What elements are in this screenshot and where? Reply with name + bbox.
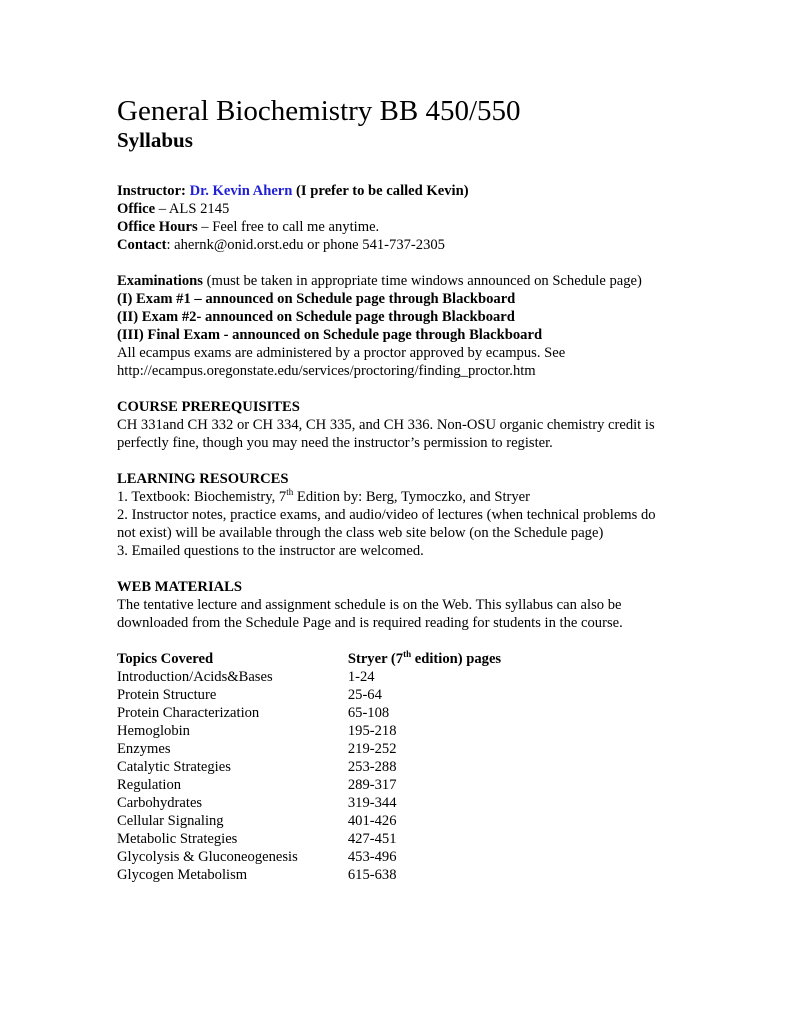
office-line (117, 200, 677, 218)
pages-header-post: edition) pages (411, 651, 502, 667)
contact-line (117, 236, 677, 254)
topic-cell: Hemoglobin (117, 723, 190, 739)
pages-cell: 1-24 (347, 669, 375, 685)
topics-header-row (117, 650, 517, 668)
topic-cell: Metabolic Strategies (117, 831, 238, 847)
prerequisites-heading: COURSE PREREQUISITES (117, 399, 300, 415)
proctor-text: All ecampus exams are administered by a proctor approved by ecampus. See (117, 345, 566, 361)
topic-cell: Introduction/Acids&Bases (117, 669, 273, 685)
topic-cell: Protein Characterization (117, 705, 260, 721)
table-row (117, 812, 517, 830)
pages-header-sup: th (403, 649, 412, 660)
contact-value: : ahernk@onid.orst.edu or phone 541-737-2305 (166, 237, 445, 253)
table-row (117, 794, 517, 812)
resource-item-textbook (117, 488, 677, 506)
topic-cell: Glycolysis & Gluconeogenesis (117, 849, 298, 865)
examinations-heading: Examinations (117, 273, 203, 289)
instructor-note: (I prefer to be called Kevin) (292, 183, 469, 199)
resource-item-questions: 3. Emailed questions to the instructor are welcomed. (117, 543, 424, 559)
instructor-label: Instructor: (117, 183, 190, 199)
office-hours-value: – Feel free to call me anytime. (197, 219, 380, 235)
table-row (117, 722, 517, 740)
office-hours-line (117, 218, 677, 236)
pages-cell: 289-317 (347, 777, 397, 793)
resources-heading: LEARNING RESOURCES (117, 471, 289, 487)
topics-table (117, 650, 517, 884)
page-subtitle: Syllabus (117, 128, 193, 152)
pages-cell: 219-252 (347, 741, 397, 757)
exam-item: (III) Final Exam - announced on Schedule page through Blackboard (117, 327, 543, 343)
textbook-authors: Edition by: Berg, Tymoczko, and Stryer (293, 489, 531, 505)
pages-col-header (348, 650, 517, 668)
office-label: Office (117, 201, 156, 217)
instructor-name-link[interactable]: Dr. Kevin Ahern (189, 183, 293, 199)
pages-cell: 319-344 (347, 795, 397, 811)
table-row (117, 776, 517, 794)
examinations-note: (must be taken in appropriate time windows announced on Schedule page) (202, 273, 642, 289)
office-hours-label: Office Hours (117, 219, 198, 235)
web-text: The tentative lecture and assignment schedule is on the Web. This syllabus can also be downloaded from the Schedule Page and is required reading for students in the course. (117, 597, 623, 631)
prerequisites-text: CH 331and CH 332 or CH 334, CH 335, and CH 336. Non-OSU organic chemistry credit is perfectly fine, though you may need the instructor’s permission to register. (117, 417, 655, 451)
page-title: General Biochemistry BB 450/550 (117, 95, 521, 127)
pages-cell: 65-108 (347, 705, 390, 721)
table-row (117, 686, 517, 704)
topic-cell: Glycogen Metabolism (117, 867, 248, 883)
pages-cell: 615-638 (347, 867, 397, 883)
topic-cell: Enzymes (117, 741, 171, 757)
table-row (117, 830, 517, 848)
exam-item: (II) Exam #2- announced on Schedule page through Blackboard (117, 309, 515, 325)
examinations-intro (117, 272, 677, 290)
pages-cell: 25-64 (347, 687, 382, 703)
pages-cell: 401-426 (347, 813, 397, 829)
instructor-line (117, 182, 677, 200)
table-row (117, 704, 517, 722)
pages-cell: 253-288 (347, 759, 397, 775)
topic-cell: Catalytic Strategies (117, 759, 231, 775)
table-row (117, 848, 517, 866)
table-row (117, 866, 517, 884)
pages-header-text: Stryer (7 (347, 651, 404, 667)
topic-cell: Protein Structure (117, 687, 217, 703)
resource-item-notes: 2. Instructor notes, practice exams, and audio/video of lectures (when technical problems do not exist) will be available through the class web site below (on the Schedule page) (117, 507, 656, 541)
textbook-text: 1. Textbook: Biochemistry, 7 (117, 489, 287, 505)
contact-label: Contact (117, 237, 167, 253)
web-heading: WEB MATERIALS (117, 579, 243, 595)
table-row (117, 758, 517, 776)
pages-cell: 453-496 (347, 849, 397, 865)
table-row (117, 668, 517, 686)
topics-col-header: Topics Covered (117, 651, 214, 667)
textbook-edition-sup: th (286, 487, 294, 498)
proctor-url: http://ecampus.oregonstate.edu/services/proctoring/finding_proctor.htm (117, 363, 536, 379)
exam-item: (I) Exam #1 – announced on Schedule page through Blackboard (117, 291, 516, 307)
pages-cell: 427-451 (347, 831, 397, 847)
pages-cell: 195-218 (347, 723, 397, 739)
office-value: – ALS 2145 (155, 201, 230, 217)
document-body (117, 94, 677, 884)
topic-cell: Regulation (117, 777, 182, 793)
topic-cell: Carbohydrates (117, 795, 203, 811)
topic-cell: Cellular Signaling (117, 813, 224, 829)
table-row (117, 740, 517, 758)
